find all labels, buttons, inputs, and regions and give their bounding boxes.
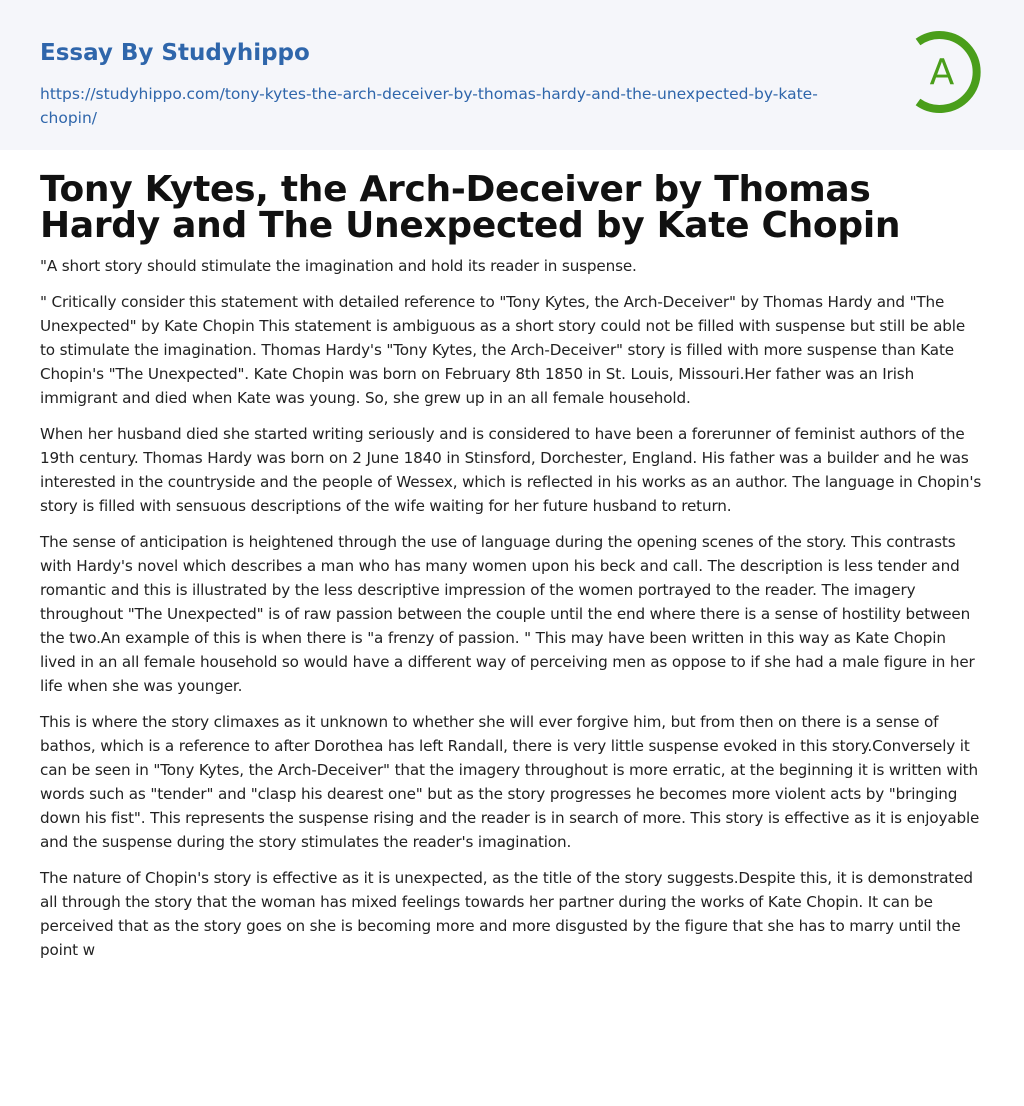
article (0, 169, 1024, 962)
brand-title: Essay By Studyhippo (40, 40, 310, 66)
paragraph: This is where the story climaxes as it unknown to whether she will ever forgive him, but from then on there is a sense of bathos, which is a reference to after Dorothea has left Randall, there is very little suspense evoked in this story.Conversely it can be seen in "Tony Kytes, the Arch-Deceiver" that the imagery throughout is more erratic, at the beginning it is written with words such as "tender" and "clasp his dearest one" but as the story progresses he becomes more violent acts by "bringing down his fist". This represents the suspense rising and the reader is in search of more. This story is effective as it is enjoyable and the suspense during the story stimulates the reader's imagination. (40, 713, 980, 851)
studyhippo-logo-icon[interactable] (906, 28, 988, 116)
site-header (0, 0, 1024, 150)
paragraph: The sense of anticipation is heightened through the use of language during the opening scenes of the story. This contrasts with Hardy's novel which describes a man who has many women upon his beck and call. The description is less tender and romantic and this is illustrated by the less descriptive impression of the women portrayed to the reader. The imagery throughout "The Unexpected" is of raw passion between the couple until the end where there is a sense of hostility between the two.An example of this is when there is "a frenzy of passion. " This may have been written in this way as Kate Chopin lived in an all female household so would have a different way of perceiving men as oppose to if she had a male figure in her life when she was younger. (40, 533, 975, 695)
svg-text:A: A (929, 52, 955, 93)
paragraph: When her husband died she started writing seriously and is considered to have been a forerunner of feminist authors of the 19th century. Thomas Hardy was born on 2 June 1840 in Stinsford, Dorchester, England. His father was a builder and he was interested in the countryside and the people of Wessex, which is reflected in his works as an author. The language in Chopin's story is filled with sensuous descriptions of the wife waiting for her future husband to return. (40, 425, 982, 515)
article-title: Tony Kytes, the Arch-Deceiver by Thomas Hardy and The Unexpected by Kate Chopin (40, 169, 901, 246)
paragraph: "A short story should stimulate the imagination and hold its reader in suspense. (40, 257, 637, 275)
paragraph: The nature of Chopin's story is effective as it is unexpected, as the title of the story suggests.Despite this, it is demonstrated all through the story that the woman has mixed feelings towards her partner during the works of Kate Chopin. It can be perceived that as the story goes on she is becoming more and more disgusted by the figure that she has to marry until the point w (40, 869, 973, 959)
paragraph: " Critically consider this statement with detailed reference to "Tony Kytes, the Arch-Deceiver" by Thomas Hardy and "The Unexpected" by Kate Chopin This statement is ambiguous as a short story could not be filled with suspense but still be able to stimulate the imagination. Thomas Hardy's "Tony Kytes, the Arch-Deceiver" story is filled with more suspense than Kate Chopin's "The Unexpected". Kate Chopin was born on February 8th 1850 in St. Louis, Missouri.Her father was an Irish immigrant and died when Kate was young. So, she grew up in an all female household. (40, 293, 966, 407)
essay-url-link[interactable]: https://studyhippo.com/tony-kytes-the-arch-deceiver-by-thomas-hardy-and-the-unexpected-by-kate-chopin/ (40, 85, 818, 127)
